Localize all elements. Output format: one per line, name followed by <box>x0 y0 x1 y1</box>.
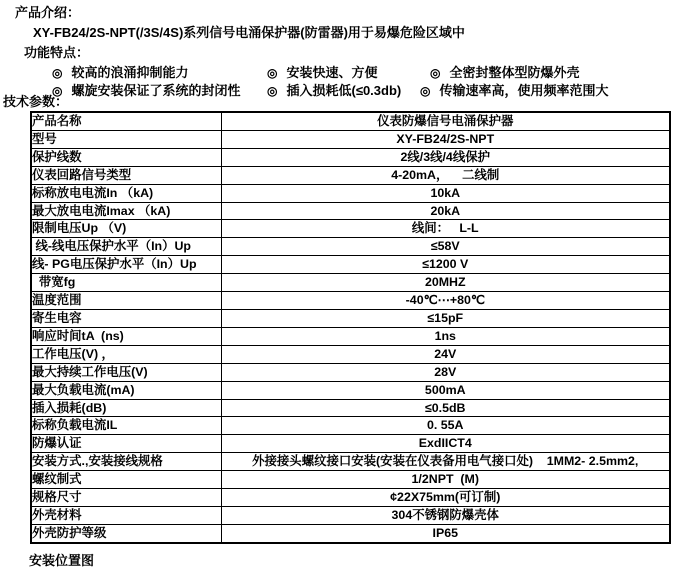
intro-text: XY-FB24/2S-NPT(/3S/4S)系列信号电涌保护器(防雷器)用于易爆危险区域中 <box>33 25 465 40</box>
table-row <box>31 327 670 345</box>
feature-item <box>52 62 189 81</box>
table-row <box>31 130 670 148</box>
table-row <box>31 184 670 202</box>
param-value: IP65 <box>221 524 670 542</box>
param-value: ≤15pF <box>221 309 670 327</box>
table-row <box>31 524 670 542</box>
param-value: 1/2NPT (M) <box>221 471 670 489</box>
bullseye-bullet-icon: ◎ <box>52 84 63 98</box>
table-row <box>31 363 670 381</box>
feature-text: 螺旋安装保证了系统的封闭性 <box>71 83 241 98</box>
param-value: 1ns <box>221 327 670 345</box>
technical-parameters-table <box>30 111 671 544</box>
param-value: XY-FB24/2S-NPT <box>221 130 670 148</box>
table-row <box>31 220 670 238</box>
param-value: 0. 55A <box>221 417 670 435</box>
param-value: 2线/3线/4线保护 <box>221 148 670 166</box>
feature-text: 插入损耗低(≤0.3db) <box>286 83 402 98</box>
table-row <box>31 417 670 435</box>
param-label: 标称放电电流In （kA) <box>31 184 221 202</box>
table-row <box>31 345 670 363</box>
table-row <box>31 399 670 417</box>
feature-row-1 <box>0 62 675 78</box>
param-label: 温度范围 <box>31 292 221 310</box>
feature-item <box>267 80 401 99</box>
param-value: 4-20mA， 二线制 <box>221 166 670 184</box>
feature-row-2 <box>0 80 675 96</box>
table-row <box>31 256 670 274</box>
feature-item <box>420 80 609 99</box>
bullseye-bullet-icon: ◎ <box>267 66 278 80</box>
feature-item <box>267 62 378 81</box>
table-row <box>31 238 670 256</box>
param-value: 304不锈钢防爆壳体 <box>221 506 670 524</box>
param-value: 28V <box>221 363 670 381</box>
feature-text: 安装快速、方便 <box>286 65 378 80</box>
feature-text: 较高的浪涌抑制能力 <box>71 65 189 80</box>
param-label: 外壳材料 <box>31 506 221 524</box>
param-value: ≤58V <box>221 238 670 256</box>
param-value: 24V <box>221 345 670 363</box>
bullseye-bullet-icon: ◎ <box>267 84 278 98</box>
param-value: ¢22X75mm(可订制) <box>221 489 670 507</box>
param-label: 寄生电容 <box>31 309 221 327</box>
footer-heading-clipped: 安装位置图 <box>29 553 95 568</box>
param-value: ≤1200 V <box>221 256 670 274</box>
table-row <box>31 202 670 220</box>
bullseye-bullet-icon: ◎ <box>52 66 63 80</box>
table-row <box>31 506 670 524</box>
param-label: 规格尺寸 <box>31 489 221 507</box>
param-label: 型号 <box>31 130 221 148</box>
param-label: 最大放电电流Imax （kA) <box>31 202 221 220</box>
table-row <box>31 112 670 130</box>
table-row <box>31 166 670 184</box>
feature-text: 传输速率高，使用频率范围大 <box>439 83 609 98</box>
param-value: 20kA <box>221 202 670 220</box>
bullseye-bullet-icon: ◎ <box>430 66 441 80</box>
features-heading: 功能特点： <box>24 45 90 60</box>
feature-item <box>430 62 580 81</box>
table-row <box>31 381 670 399</box>
intro-heading: 产品介绍： <box>15 5 81 20</box>
table-row <box>31 274 670 292</box>
params-table-body <box>31 112 670 543</box>
param-label: 安装方式.,安装接线规格 <box>31 453 221 471</box>
param-value: -40℃⋯+80℃ <box>221 292 670 310</box>
param-label: 标称负载电流IL <box>31 417 221 435</box>
table-row <box>31 489 670 507</box>
param-label: 仪表回路信号类型 <box>31 166 221 184</box>
table-row <box>31 292 670 310</box>
param-label: 外壳防护等级 <box>31 524 221 542</box>
table-row <box>31 148 670 166</box>
param-value: 外接接头螺纹接口安装(安装在仪表备用电气接口处) 1MM2- 2.5mm2, <box>221 453 670 471</box>
table-row <box>31 435 670 453</box>
param-value: 仪表防爆信号电涌保护器 <box>221 112 670 130</box>
param-value: ExdIICT4 <box>221 435 670 453</box>
param-label: 插入损耗(dB) <box>31 399 221 417</box>
param-label: 产品名称 <box>31 112 221 130</box>
params-heading: 技术参数： <box>3 94 69 109</box>
param-label: 工作电压(V) ， <box>31 345 221 363</box>
param-value: 500mA <box>221 381 670 399</box>
table-row <box>31 309 670 327</box>
param-label: 螺纹制式 <box>31 471 221 489</box>
param-label: 保护线数 <box>31 148 221 166</box>
param-label: 响应时间tA (ns) <box>31 327 221 345</box>
table-row <box>31 453 670 471</box>
param-label: 限制电压Up （V) <box>31 220 221 238</box>
param-value: 20MHZ <box>221 274 670 292</box>
param-label: 防爆认证 <box>31 435 221 453</box>
feature-text: 全密封整体型防爆外壳 <box>449 65 580 80</box>
param-label: 线- PG电压保护水平（In）Up <box>31 256 221 274</box>
param-label: 最大持续工作电压(V) <box>31 363 221 381</box>
param-value: 10kA <box>221 184 670 202</box>
param-value: 线间： L-L <box>221 220 670 238</box>
bullseye-bullet-icon: ◎ <box>420 84 431 98</box>
table-row <box>31 471 670 489</box>
feature-item <box>52 80 241 99</box>
param-label: 带宽fg <box>31 274 221 292</box>
param-value: ≤0.5dB <box>221 399 670 417</box>
param-label: 线-线电压保护水平（In）Up <box>31 238 221 256</box>
param-label: 最大负载电流(mA) <box>31 381 221 399</box>
